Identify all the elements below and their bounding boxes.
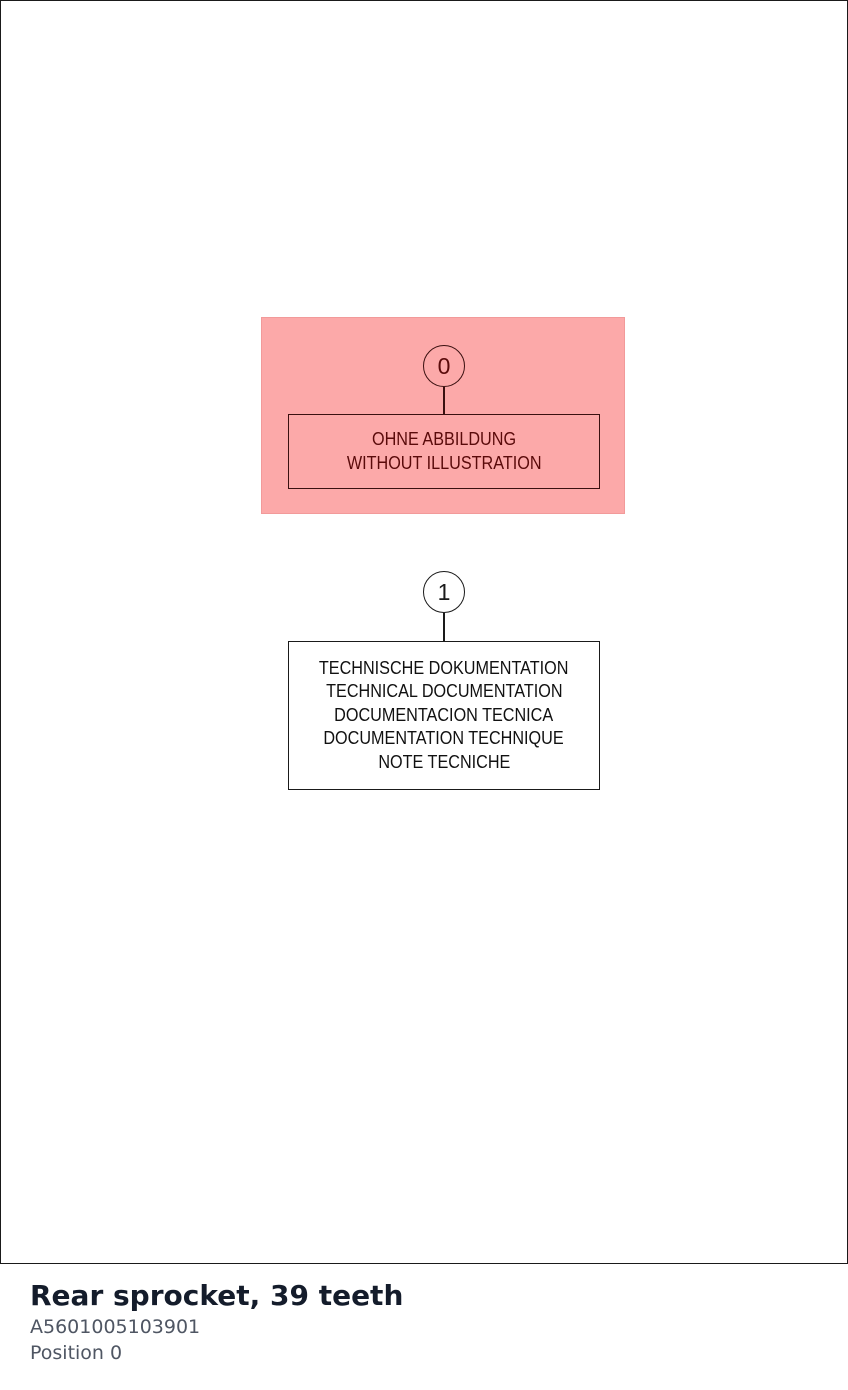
callout-circle-0[interactable]: 0 (423, 345, 465, 387)
callout-label-box-1[interactable] (288, 641, 600, 790)
callout-label-line: DOCUMENTACION TECNICA (334, 704, 554, 725)
callout-label-box-0[interactable] (288, 414, 600, 489)
part-title: Rear sprocket, 39 teeth (30, 1279, 404, 1312)
callout-label-line: NOTE TECNICHE (377, 751, 511, 772)
callout-label-line: TECHNISCHE DOKUMENTATION (319, 657, 569, 678)
callout-label-line: WITHOUT ILLUSTRATION (346, 452, 542, 473)
callout-circle-1[interactable]: 1 (423, 571, 465, 613)
callout-label-line: TECHNICAL DOCUMENTATION (325, 681, 563, 702)
part-position: Position 0 (30, 1342, 123, 1364)
part-info-panel (30, 1278, 403, 1366)
callout-leader-line-0 (443, 387, 445, 415)
callout-label-line: OHNE ABBILDUNG (371, 429, 517, 449)
part-number: A5601005103901 (30, 1316, 201, 1338)
callout-leader-line-1 (443, 613, 445, 642)
callout-label-line: DOCUMENTATION TECHNIQUE (323, 728, 565, 749)
